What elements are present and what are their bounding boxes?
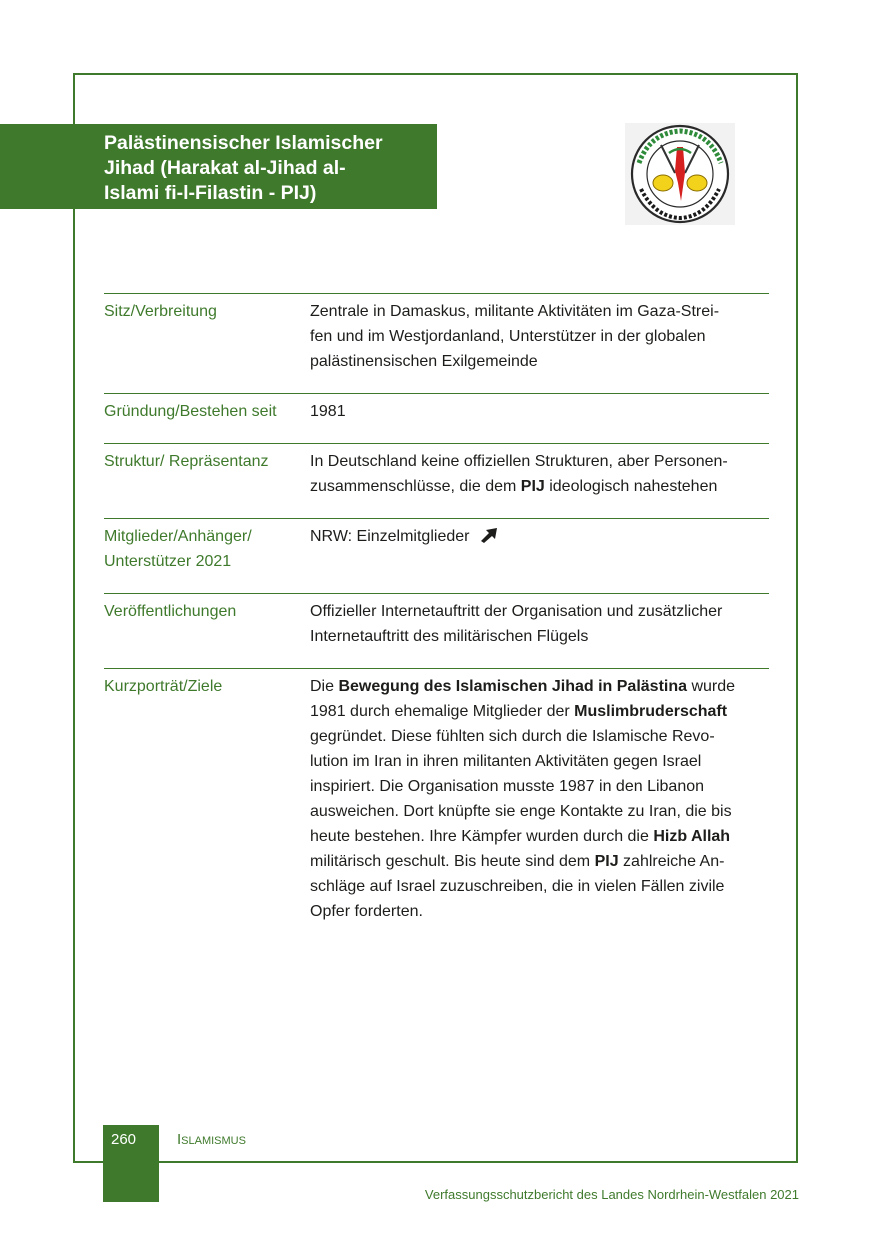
- row-value: In Deutschland keine offiziellen Strukturen, aber Personen- zusammenschlüsse, die dem PIJ ideologisch nahestehen: [310, 453, 728, 495]
- title-line: Jihad (Harakat al-Jihad al-: [104, 157, 346, 179]
- title-line: Islami fi-l-Filastin - PIJ): [104, 182, 317, 204]
- row-label: Veröffentlichungen: [104, 603, 237, 620]
- row-label: Kurzporträt/Ziele: [104, 678, 223, 695]
- title-band: [0, 124, 437, 209]
- footer-text: Verfassungsschutzbericht des Landes Nordrhein-Westfalen 2021: [424, 1187, 799, 1202]
- row-label: Struktur/ Repräsentanz: [104, 453, 269, 470]
- table-row: [104, 293, 769, 393]
- table-row: [104, 593, 769, 668]
- row-label: Gründung/Bestehen seit: [104, 403, 277, 420]
- table-row: [104, 518, 769, 593]
- row-label: Mitglieder/Anhänger/ Unterstützer 2021: [104, 528, 252, 570]
- table-row: [104, 668, 769, 924]
- row-label: Sitz/Verbreitung: [104, 303, 217, 320]
- pij-emblem-icon: [625, 123, 735, 225]
- row-value: NRW: Einzelmitglieder: [310, 519, 769, 593]
- trend-up-arrow-icon: [480, 526, 498, 551]
- row-value: Offizieller Internetauftritt der Organisation und zusätzlicher Internetauftritt des militärischen Flügels: [310, 603, 723, 645]
- row-value: Die Bewegung des Islamischen Jihad in Palästina wurde 1981 durch ehemalige Mitglieder der Muslimbruderschaft gegründet. Diese fühlten sich durch die Islamische Revo- lution im Iran in ihren militanten Aktivitäten gegen Israel inspiriert. Die Organisation musste 1987 in den Libanon ausweichen. Dort knüpfte sie enge Kontakte zu Iran, die bis heute bestehen. Ihre Kämpfer wurden durch die Hizb Allah militärisch geschult. Bis heute sind dem PIJ zahlreiche An- schläge auf Israel zuzuschreiben, die in vielen Fällen zivile Opfer forderten.: [310, 678, 736, 920]
- page-number: 260: [111, 1131, 137, 1148]
- page-title: [104, 131, 427, 206]
- info-table: [104, 293, 769, 924]
- table-row: [104, 393, 769, 443]
- table-row: [104, 443, 769, 518]
- title-line: Palästinensischer Islamischer: [104, 132, 383, 154]
- section-name: Islamismus: [177, 1131, 246, 1148]
- row-value: Zentrale in Damaskus, militante Aktivitäten im Gaza-Strei- fen und im Westjordanland, Unterstützer in der globalen palästinensischen Exilgemeinde: [310, 303, 720, 370]
- row-value: 1981: [310, 403, 346, 420]
